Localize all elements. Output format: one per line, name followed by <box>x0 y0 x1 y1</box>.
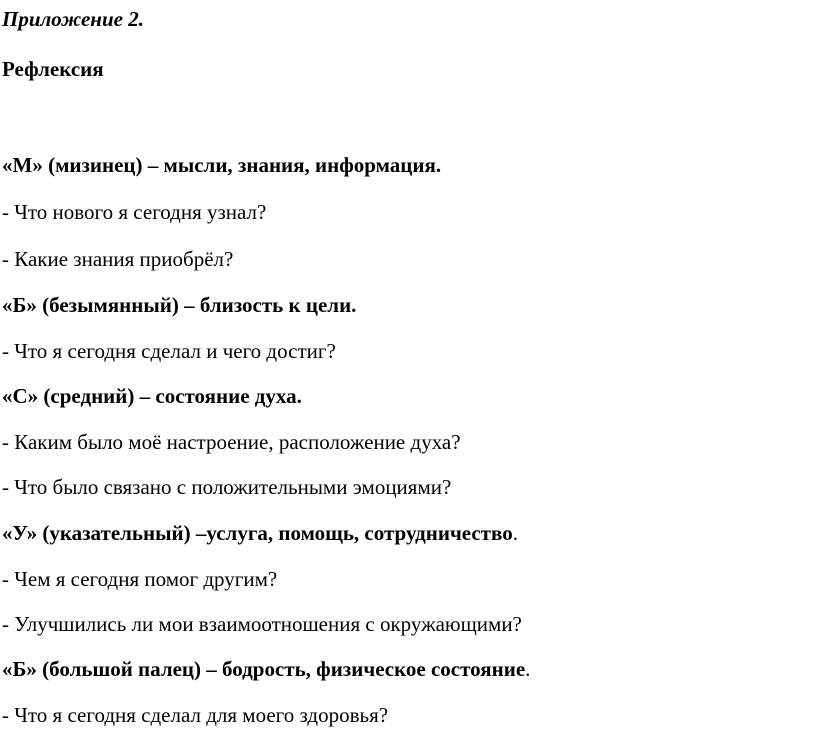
page-title: Рефлексия <box>2 57 104 81</box>
appendix-label: Приложение 2. <box>2 7 144 31</box>
section-heading-index <box>2 520 518 546</box>
section-heading-middle: «С» (средний) – состояние духа. <box>2 384 302 408</box>
section-heading-ring: «Б» (безымянный) – близость к цели. <box>2 293 357 317</box>
section-heading-thumb <box>2 656 530 682</box>
question-item: - Что нового я сегодня узнал? <box>2 200 267 224</box>
question-item: - Каким было моё настроение, расположение духа? <box>2 430 461 454</box>
question-item: - Что было связано с положительными эмоциями? <box>2 475 452 499</box>
section-heading-text: «У» (указательный) –услуга, помощь, сотрудничество <box>2 521 513 545</box>
question-item: - Чем я сегодня помог другим? <box>2 567 278 591</box>
heading-period: . <box>525 657 531 681</box>
heading-period: . <box>512 521 518 545</box>
question-item: - Какие знания приобрёл? <box>2 247 234 271</box>
section-heading-pinky: «М» (мизинец) – мысли, знания, информация. <box>2 153 442 177</box>
question-item: - Что я сегодня сделал для моего здоровья? <box>2 703 389 727</box>
question-item: - Что я сегодня сделал и чего достиг? <box>2 339 336 363</box>
question-item: - Улучшились ли мои взаимоотношения с окружающими? <box>2 612 522 636</box>
section-heading-text: «Б» (большой палец) – бодрость, физическое состояние <box>2 657 526 681</box>
